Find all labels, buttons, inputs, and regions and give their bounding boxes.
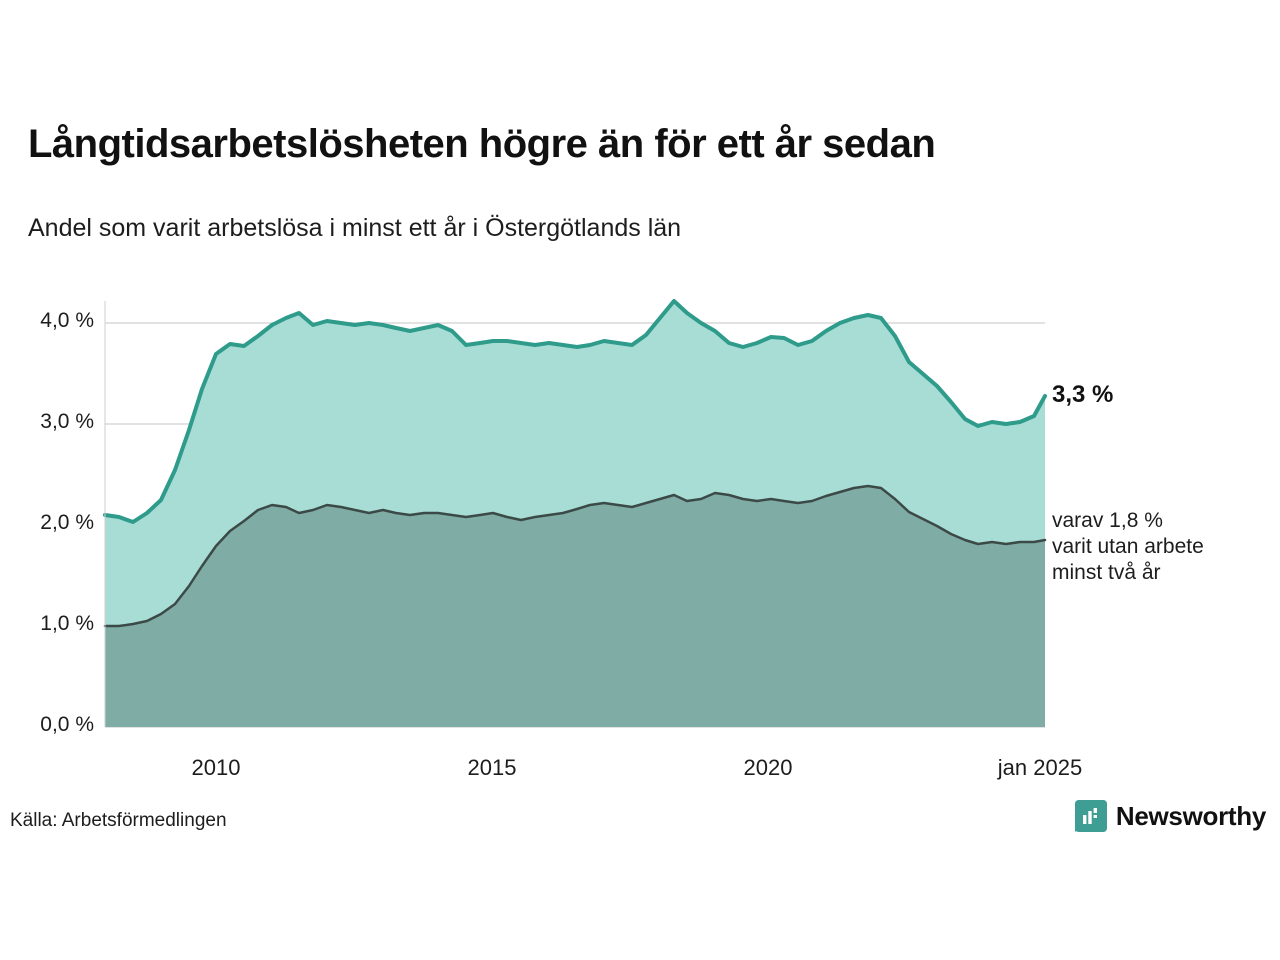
- brand-logo: [1075, 800, 1266, 832]
- y-tick-label-4: 4,0 %: [40, 309, 94, 332]
- x-tick-label-jan-2025: jan 2025: [997, 755, 1083, 780]
- y-tick-label-1: 1,0 %: [40, 612, 94, 635]
- secondary-annotation-line-2: varit utan arbete: [1052, 535, 1204, 558]
- series-two-year: [105, 486, 1045, 727]
- bar-chart-icon: [1075, 800, 1107, 832]
- secondary-series-annotation: [1052, 508, 1204, 586]
- x-tick-label-2010: 2010: [191, 755, 241, 780]
- secondary-annotation-line-1: varav 1,8 %: [1052, 509, 1163, 532]
- brand-name: Newsworthy: [1115, 800, 1266, 831]
- latest-value-annotation: 3,3 %: [1052, 381, 1114, 408]
- x-tick-label-2015: 2015: [467, 755, 517, 780]
- page-title: Långtidsarbetslösheten högre än för ett år sedan: [28, 122, 936, 166]
- y-tick-label-2: 2,0 %: [40, 511, 94, 534]
- page-subtitle: Andel som varit arbetslösa i minst ett år i Östergötlands län: [28, 214, 682, 242]
- y-tick-label-0: 0,0 %: [40, 713, 94, 736]
- secondary-annotation-line-3: minst två år: [1052, 561, 1161, 584]
- source-note: Källa: Arbetsförmedlingen: [10, 810, 227, 831]
- y-tick-label-3: 3,0 %: [40, 410, 94, 433]
- x-tick-label-2020: 2020: [743, 755, 793, 780]
